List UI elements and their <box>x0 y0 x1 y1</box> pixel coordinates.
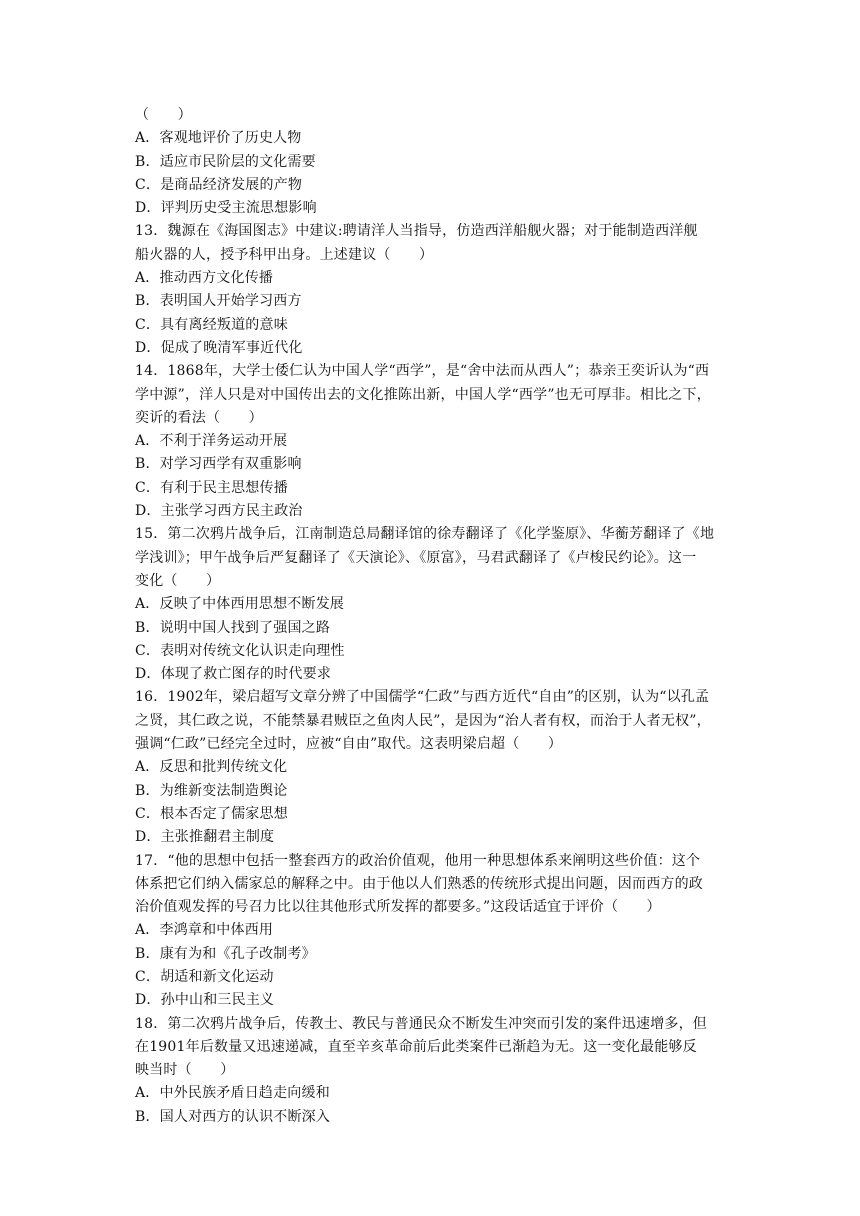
q18-option-b: B．国人对西方的认识不断深入 <box>135 1108 331 1125</box>
q18-stem-line-2: 在1901年后数量又迅速递减，直至辛亥革命前后此类案件已渐趋为无。这一变化最能够反 <box>135 1038 697 1055</box>
question-list <box>135 104 730 1129</box>
q14-stem-line-1: 14．1868年，大学士倭仁认为中国人学“西学”，是“舍中法而从西人”；恭亲王奕䜣认为“西 <box>135 363 710 380</box>
q17-stem-line-2: 体系把它们纳入儒家总的解释之中。由于他以人们熟悉的传统形式提出问题，因而西方的政 <box>135 875 703 892</box>
q12-option-b: B．适应市民阶层的文化需要 <box>135 153 316 170</box>
q17-option-d: D．孙中山和三民主义 <box>135 992 275 1009</box>
q13-option-a: A．推动西方文化传播 <box>135 270 274 287</box>
q16-option-a: A．反思和批判传统文化 <box>135 759 288 776</box>
q15-option-d: D．体现了救亡图存的时代要求 <box>135 666 332 683</box>
q12-answer-blank: （ ） <box>135 107 192 123</box>
q14-option-c: C．有利于民主思想传播 <box>135 479 288 496</box>
q12-option-d: D．评判历史受主流思想影响 <box>135 200 317 217</box>
q16-stem-line-3: 强调“仁政”已经完全过时，应被“自由”取代。这表明梁启超（ ） <box>135 736 563 753</box>
q17-option-c: C．胡适和新文化运动 <box>135 968 274 985</box>
q17-option-b: B．康有为和《孔子改制考》 <box>135 945 316 962</box>
q15-option-b: B．说明中国人找到了强国之路 <box>135 619 331 636</box>
q12-option-c: C．是商品经济发展的产物 <box>135 176 303 193</box>
q15-option-a: A．反映了中体西用思想不断发展 <box>135 596 345 613</box>
q18-stem-line-1: 18．第二次鸦片战争后，传教士、教民与普通民众不断发生冲突而引发的案件迅速增多，但 <box>135 1015 708 1032</box>
q15-stem-line-1: 15．第二次鸦片战争后，江南制造总局翻译馆的徐寿翻译了《化学鉴原》、华蘅芳翻译了《地 <box>135 526 715 543</box>
q14-option-d: D．主张学习西方民主政治 <box>135 503 303 520</box>
q16-option-b: B．为维新变法制造舆论 <box>135 782 288 799</box>
q12-option-a: A．客观地评价了历史人物 <box>135 130 302 147</box>
q13-option-c: C．具有离经叛道的意味 <box>135 316 288 333</box>
q15-stem-line-2: 学浅训》；甲午战争后严复翻译了《天演论》、《原富》，马君武翻译了《卢梭民约论》。这一 <box>135 549 697 566</box>
q15-option-c: C．表明对传统文化认识走向理性 <box>135 642 345 659</box>
q17-stem-line-1: 17．“他的思想中包括一整套西方的政治价值观，他用一种思想体系来阐明这些价值：这个 <box>135 852 701 869</box>
q13-option-b: B．表明国人开始学习西方 <box>135 293 302 310</box>
q16-option-c: C．根本否定了儒家思想 <box>135 805 288 822</box>
q14-option-b: B．对学习西学有双重影响 <box>135 456 302 473</box>
q18-option-a: A．中外民族矛盾日趋走向缓和 <box>135 1085 330 1102</box>
q13-option-d: D．促成了晚清军事近代化 <box>135 339 303 356</box>
q13-stem-line-1: 13．魏源在《海国图志》中建议:聘请洋人当指导，仿造西洋船舰火器；对于能制造西洋舰 <box>135 223 698 240</box>
q18-stem-line-3: 映当时（ ） <box>135 1062 235 1079</box>
q17-option-a: A．李鸿章和中体西用 <box>135 922 274 939</box>
q14-stem-line-2: 学中源”，洋人只是对中国传出去的文化推陈出新，中国人学“西学”也无可厚非。相比之下， <box>135 386 711 403</box>
q14-option-a: A．不利于洋务运动开展 <box>135 433 288 450</box>
q13-stem-line-2: 船火器的人，授予科甲出身。上述建议（ ） <box>135 246 434 263</box>
q17-stem-line-3: 治价值观发挥的号召力比以往其他形式所发挥的都要多。”这段话适宜于评价（ ） <box>135 899 661 916</box>
q14-stem-line-3: 奕䜣的看法（ ） <box>135 409 263 426</box>
q16-stem-line-1: 16．1902年，梁启超写文章分辨了中国儒学“仁政”与西方近代“自由”的区别，认为“以孔孟 <box>135 689 710 706</box>
q16-option-d: D．主张推翻君主制度 <box>135 829 275 846</box>
q16-stem-line-2: 之贤，其仁政之说，不能禁暴君贼臣之鱼肉人民”，是因为“治人者有权，而治于人者无权”， <box>135 712 711 729</box>
q15-stem-line-3: 变化（ ） <box>135 572 221 589</box>
